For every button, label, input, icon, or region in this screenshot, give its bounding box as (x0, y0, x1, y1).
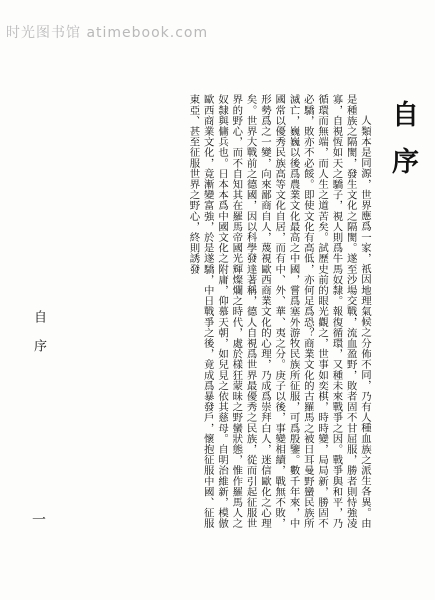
preface-body (72, 94, 372, 534)
watermark-text: 时光图书馆 atimebook.com (6, 25, 209, 41)
preface-heading: 自序 (387, 100, 418, 194)
page-number: 一 (30, 512, 46, 526)
body-paragraph: 人類本是同源，世界應爲一家，祇因地理氣候之分佈不同，乃有人種血族之派生各異。由是種族之隔閡，發生文化之隔閡。遂至沙場交戰，流血盈野，敗者固不甘屈服，勝者則恃強凌寡，自視恆如天之驕子，視人則爲牛馬奴隸。報復循環，又種未來戰爭之因。戰爭與和平，乃循環而無端，而人生之道苦矣。試歷史前的眼光觀之，世事如奕棋，時時變，局局新，勝固不必驕，敗亦不必餒。即使文化有高低，亦何足爲恐？商業文化的古羅馬之被日耳曼野蠻民族所滅亡，巍巍以後爲農業文化最高之中國，嘗爲塞外游牧民族所征服，可爲殷鑒。數千年來，中國常以優秀民族高等文化自居，而有中、外、華、夷之分。庚子以後，事變相續，戰無不敗，形勢爲之一變，向來鄙商自人，蔑視歐西商業文化的心理，乃成爲崇拜白人，迷信歐化之心理矣。世界大戰前之德國，因以科學發達著稱，德人自視爲世界最優秀之民族，從而引起征服世界的野心，而不自知其在羅馬帝國光輝燦爛之時代，處於樣狂蒙昧之野蠻狀態，惟作羅馬人之奴隸與傭兵也。日本本爲中國文化之附庸，仰慕天朝，如兒見之依其慈母。自明治維新，模倣歐西商業文化，竟漸變富強，於是遂驕，中日戰爭之後，竟成爲暴發戶，懷抱征服中國、征服東亞、甚至征服世界之野心，終則誘發 (187, 94, 371, 529)
running-head: 自 序 (31, 310, 46, 359)
